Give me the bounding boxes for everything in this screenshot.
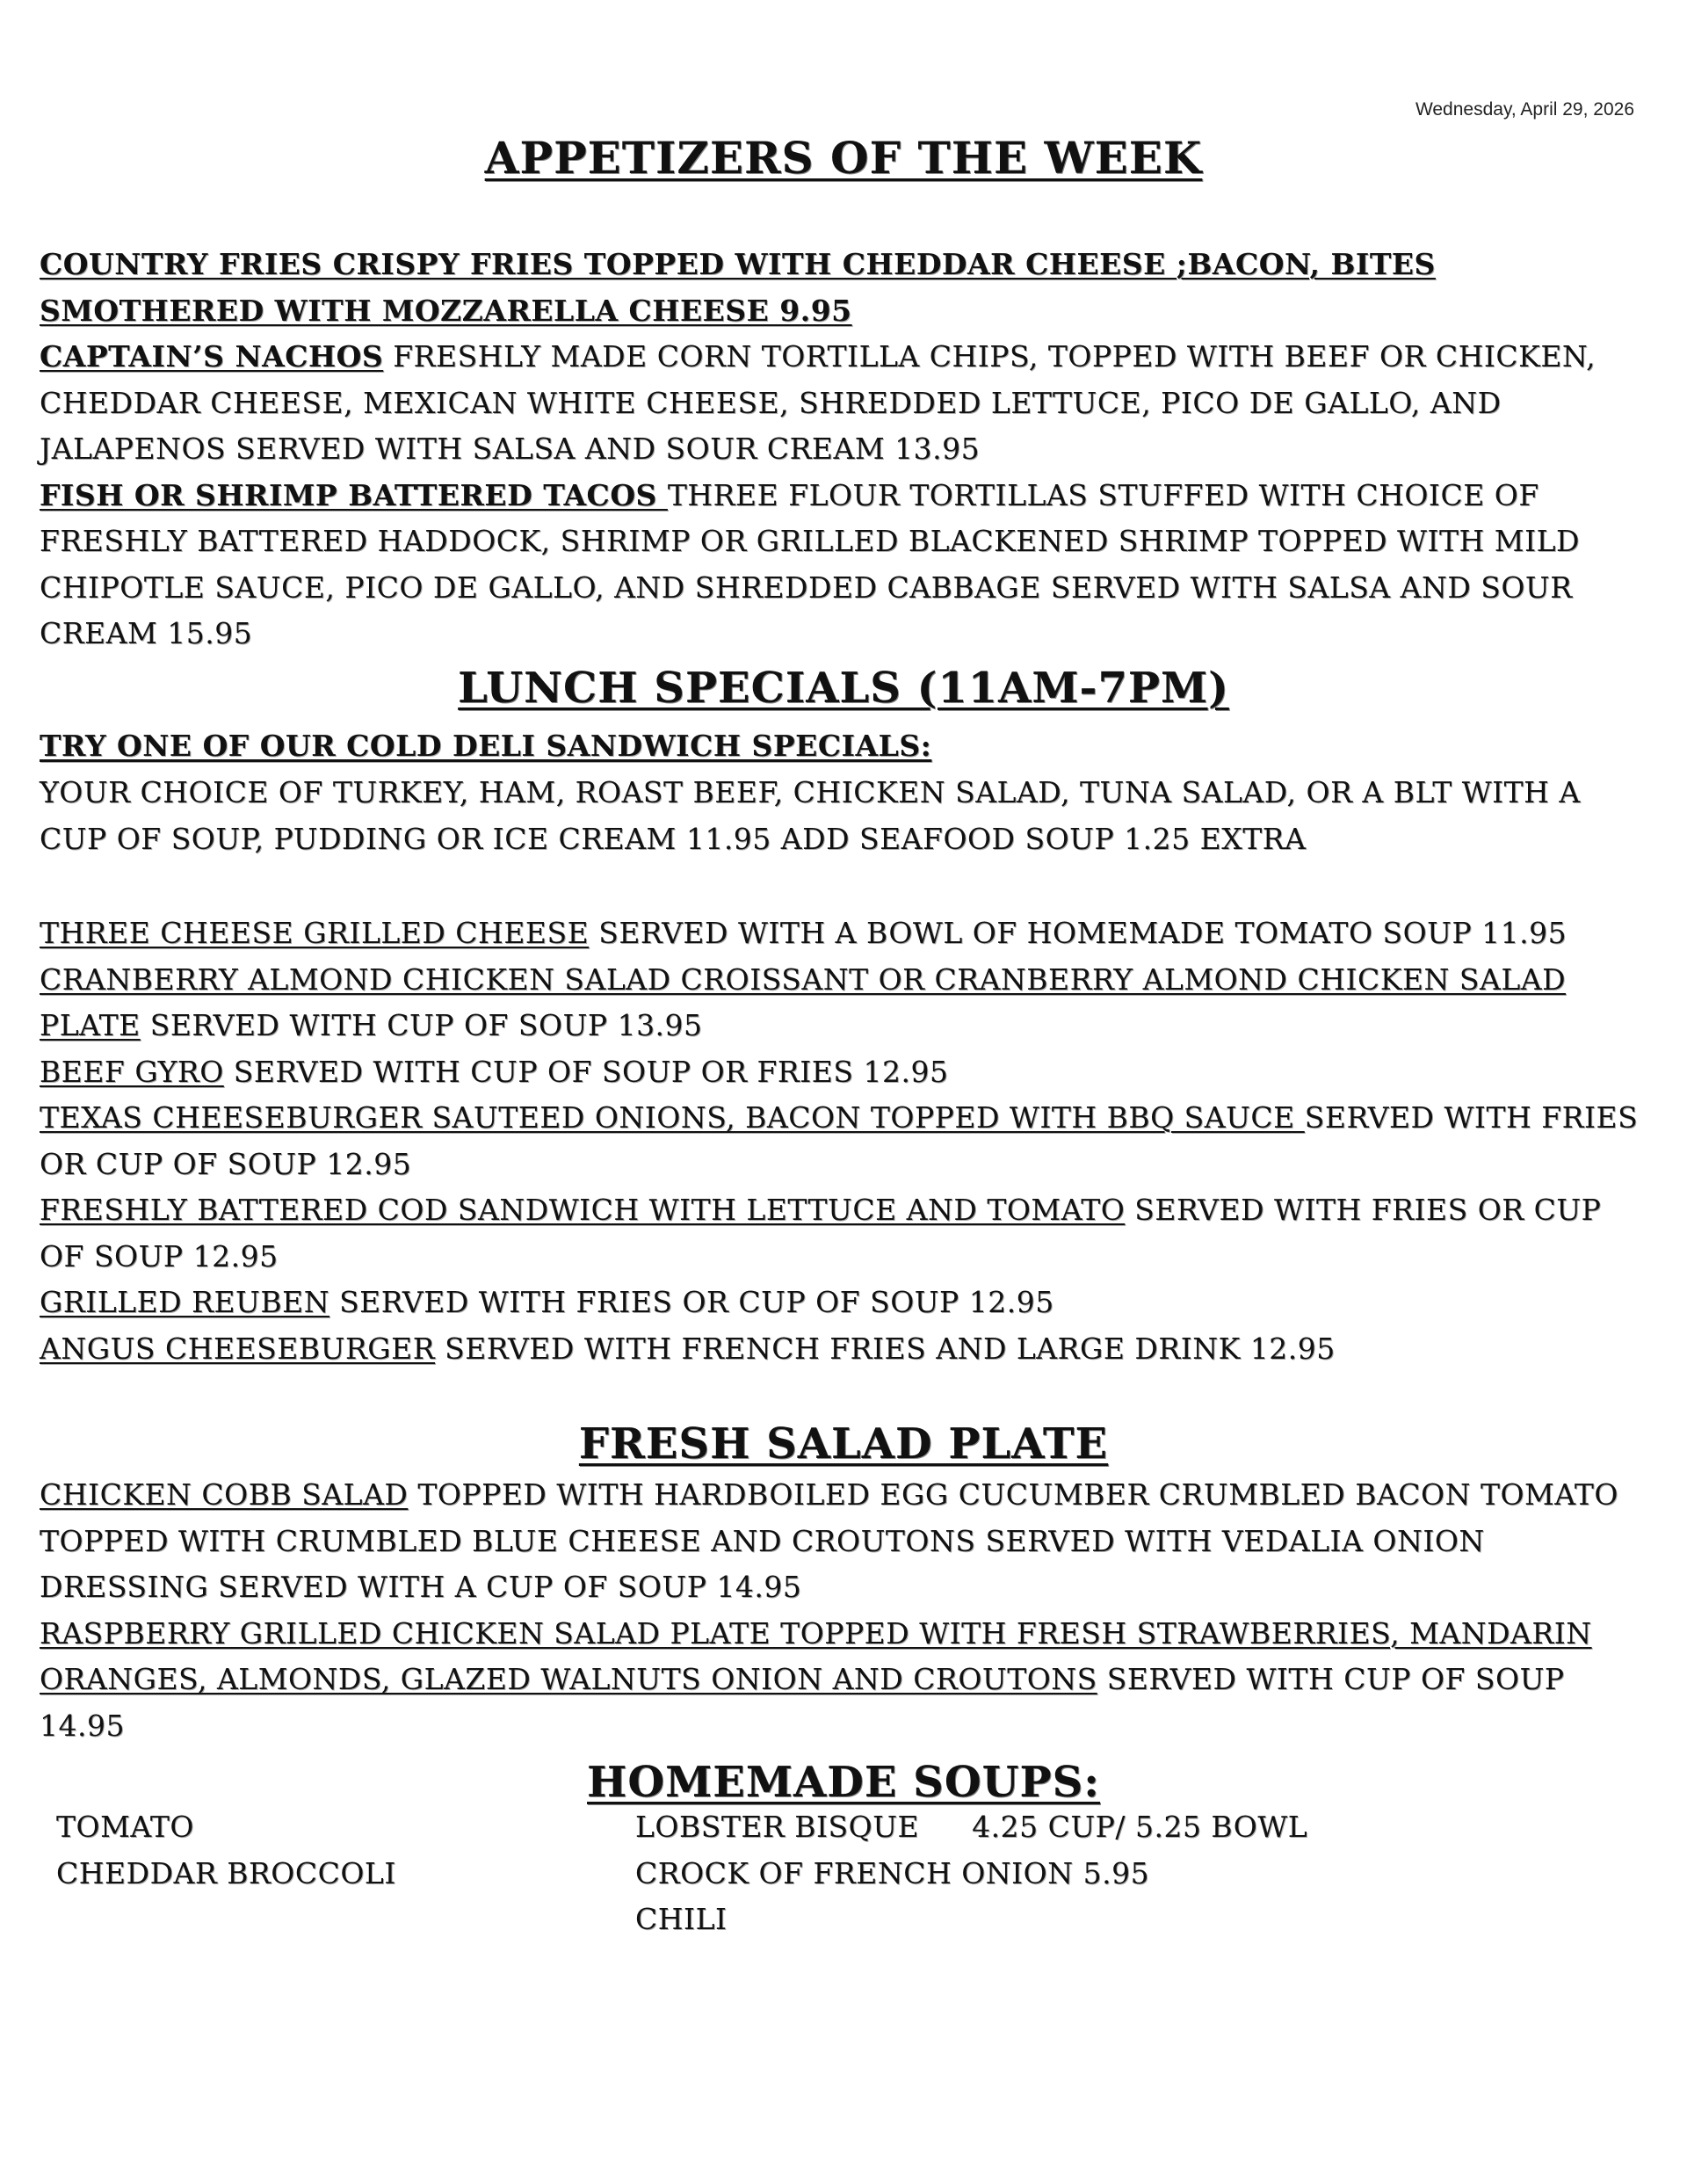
item-name: CAPTAIN’S NACHOS [40, 339, 384, 374]
soup-item [635, 1804, 1646, 1851]
item-description: SERVED WITH A BOWL OF HOMEMADE TOMATO SOUP 11.95 [589, 916, 1568, 950]
item-description: THREE FLOUR TORTILLAS STUFFED WITH CHOICE OF FRESHLY BATTERED HADDOCK, SHRIMP OR GRILLED BLACKENED SHRIMP TOPPED WITH MILD CHIPOTLE SAUCE, PICO DE GALLO, AND SHREDDED CABBAGE SERVED WITH SALSA AND SOUR CREAM 15.95 [40, 477, 1580, 650]
menu-item-country-fries [40, 242, 1647, 334]
soups-right-column [635, 1804, 1646, 1943]
lunch-list [40, 911, 1647, 1372]
item-name: THREE CHEESE GRILLED CHEESE [40, 916, 590, 950]
soups-heading: HOMEMADE SOUPS: [587, 1758, 1100, 1807]
soup-item [635, 1851, 1646, 1897]
soup-price: 4.25 CUP/ 5.25 BOWL [972, 1810, 1308, 1844]
item-description: FRESHLY MADE CORN TORTILLA CHIPS, TOPPED WITH BEEF OR CHICKEN, CHEDDAR CHEESE, MEXICAN WHITE CHEESE, SHREDDED LETTUCE, PICO DE GALLO, AND JALAPENOS SERVED WITH SALSA AND SOUR CREAM 13.95 [40, 339, 1596, 466]
menu-item-raspberry-chicken-salad [40, 1611, 1647, 1750]
soup-name: CHILI [635, 1902, 728, 1936]
appetizers-list [40, 242, 1647, 657]
menu-item-grilled-cheese [40, 911, 1647, 957]
soup-item [635, 1897, 1646, 1943]
lunch-subheading: TRY ONE OF OUR COLD DELI SANDWICH SPECIALS: [40, 729, 932, 763]
item-description: SERVED WITH CUP OF SOUP 14.95 [40, 1662, 1565, 1743]
lunch-heading: LUNCH SPECIALS (11AM-7PM) [458, 664, 1229, 713]
menu-item-cranberry-chicken-salad [40, 957, 1647, 1049]
soup-item: TOMATO [56, 1810, 194, 1844]
item-name: COUNTRY FRIES CRISPY FRIES TOPPED WITH CHEDDAR CHEESE ;BACON, BITES SMOTHERED WITH MOZZARELLA CHEESE 9.95 [40, 247, 1436, 328]
menu-date: Wednesday, April 29, 2026 [1415, 99, 1634, 120]
item-name: FRESHLY BATTERED COD SANDWICH WITH LETTUCE AND TOMATO [40, 1193, 1126, 1227]
menu-item-battered-tacos [40, 473, 1647, 657]
menu-item-texas-cheeseburger [40, 1095, 1647, 1187]
menu-item-cod-sandwich [40, 1187, 1647, 1280]
appetizers-heading: APPETIZERS OF THE WEEK [484, 132, 1203, 184]
item-name: CRANBERRY ALMOND CHICKEN SALAD CROISSANT OR CRANBERRY ALMOND CHICKEN SALAD PLATE [40, 961, 1567, 1042]
item-description: SERVED WITH CUP OF SOUP OR FRIES 12.95 [223, 1054, 949, 1089]
item-description: SERVED WITH FRIES OR CUP OF SOUP 12.95 [40, 1100, 1639, 1181]
item-description: SERVED WITH CUP OF SOUP 13.95 [140, 1008, 703, 1042]
item-description: SERVED WITH FRENCH FRIES AND LARGE DRINK 12.95 [435, 1331, 1336, 1366]
menu-item-cobb-salad [40, 1472, 1647, 1611]
soup-name: LOBSTER BISQUE [635, 1810, 920, 1844]
salad-heading: FRESH SALAD PLATE [578, 1419, 1109, 1469]
deli-description: YOUR CHOICE OF TURKEY, HAM, ROAST BEEF, CHICKEN SALAD, TUNA SALAD, OR A BLT WITH A CUP OF SOUP, PUDDING OR ICE CREAM 11.95 ADD SEAFOOD SOUP 1.25 EXTRA [40, 775, 1581, 856]
item-description: SERVED WITH FRIES OR CUP OF SOUP 12.95 [40, 1193, 1602, 1273]
item-name: ANGUS CHEESEBURGER [40, 1331, 436, 1366]
item-name: CHICKEN COBB SALAD [40, 1477, 409, 1512]
menu-item-grilled-reuben [40, 1280, 1647, 1326]
item-description: TOPPED WITH HARDBOILED EGG CUCUMBER CRUMBLED BACON TOMATO TOPPED WITH CRUMBLED BLUE CHEESE AND CROUTONS SERVED WITH VEDALIA ONION DRESSING SERVED WITH A CUP OF SOUP 14.95 [40, 1477, 1618, 1604]
item-name: GRILLED REUBEN [40, 1285, 330, 1319]
salad-list [40, 1472, 1647, 1749]
item-description: SERVED WITH FRIES OR CUP OF SOUP 12.95 [329, 1285, 1054, 1319]
item-name: BEEF GYRO [40, 1054, 224, 1089]
menu-item-angus-cheeseburger [40, 1326, 1647, 1373]
item-name: RASPBERRY GRILLED CHICKEN SALAD PLATE TOPPED WITH FRESH STRAWBERRIES, MANDARIN ORANGES, ALMONDS, GLAZED WALNUTS ONION AND CROUTONS [40, 1615, 1592, 1696]
menu-item-beef-gyro [40, 1049, 1647, 1096]
item-name: FISH OR SHRIMP BATTERED TACOS [40, 477, 668, 512]
soup-item: CHEDDAR BROCCOLI [56, 1855, 396, 1890]
menu-item-captains-nachos [40, 334, 1647, 473]
soups-left-column [56, 1804, 583, 1897]
item-name: TEXAS CHEESEBURGER SAUTEED ONIONS, BACON TOPPED WITH BBQ SAUCE [40, 1100, 1305, 1135]
soup-name: CROCK OF FRENCH ONION 5.95 [635, 1855, 1150, 1890]
